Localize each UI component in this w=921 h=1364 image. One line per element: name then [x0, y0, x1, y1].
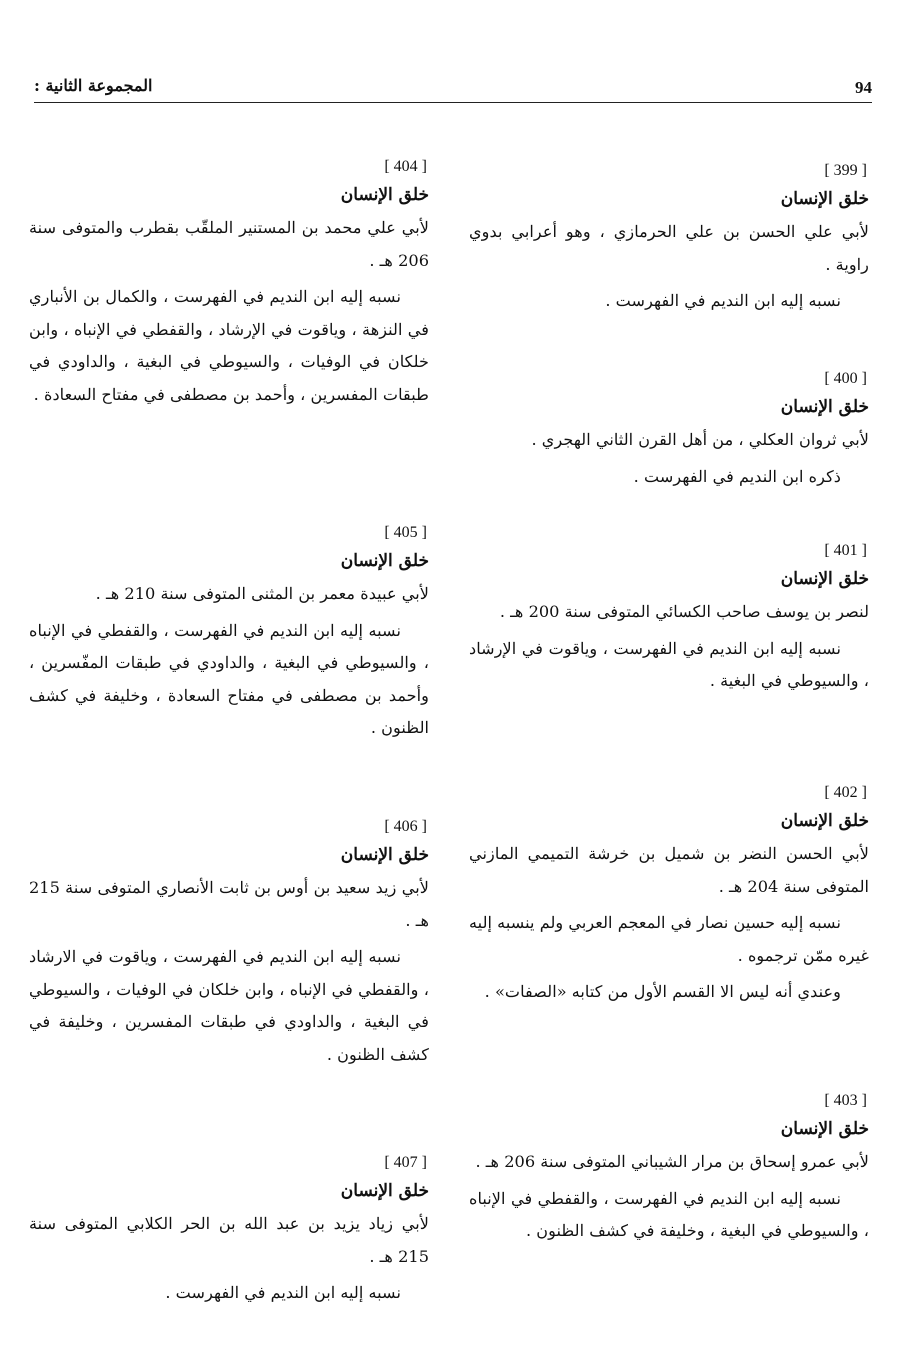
entry-paragraph: لأبي علي محمد بن المستنير الملقّب بقطرب والمتوفى سنة 206 هـ .: [29, 218, 429, 270]
entry-title: خلق الإنسان: [780, 397, 869, 417]
entry-number: [ 404 ]: [384, 158, 427, 175]
entry-number: [ 403 ]: [824, 1092, 867, 1109]
entry-paragraph: نسبه إليه ابن النديم في الفهرست ، والقفطي في الإنباه ، والسيوطي في البغية ، والداودي في طبقات المفّسرين ، وأحمد بن مصطفى في مفتاح السعادة ، وخليفة في كشف الظنون .: [29, 620, 429, 737]
entry-paragraph: لأبي زياد يزيد بن عبد الله بن الحر الكلابي المتوفى سنة 215 هـ .: [29, 1214, 429, 1266]
entry-401: [469, 540, 869, 698]
entry-number: [ 406 ]: [384, 818, 427, 835]
entry-title: خلق الإنسان: [780, 811, 869, 831]
page-header: [34, 76, 872, 103]
entry-number: [ 405 ]: [384, 524, 427, 541]
entry-paragraph: لأبي زيد سعيد بن أوس بن ثابت الأنصاري المتوفى سنة 215 هـ .: [29, 878, 429, 930]
entry-number: [ 407 ]: [384, 1154, 427, 1171]
entry-399: [469, 160, 869, 318]
page-number: 94: [855, 78, 872, 97]
entry-number: [ 401 ]: [824, 542, 867, 559]
entry-407: [29, 1152, 429, 1310]
entry-paragraph: لنصر بن يوسف صاحب الكسائي المتوفى سنة 200 هـ .: [499, 602, 869, 621]
entry-404: [29, 156, 429, 411]
entry-paragraph: وعندي أنه ليس الا القسم الأول من كتابه «الصفات» .: [484, 982, 841, 1001]
running-head: المجموعة الثانية :: [34, 76, 153, 95]
entry-number: [ 400 ]: [824, 370, 867, 387]
entry-paragraph: نسبه إليه ابن النديم في الفهرست .: [605, 291, 841, 310]
entry-403: [469, 1090, 869, 1248]
entry-title: خلق الإنسان: [780, 189, 869, 209]
entry-paragraph: نسبه إليه ابن النديم في الفهرست ، وياقوت في الإرشاد ، والسيوطي في البغية .: [469, 638, 869, 690]
entry-406: [29, 816, 429, 1071]
entry-number: [ 399 ]: [824, 162, 867, 179]
entry-paragraph: نسبه إليه ابن النديم في الفهرست ، والكمال بن الأنباري في النزهة ، وياقوت في الإرشاد ، والقفطي في الإنباه ، وابن خلكان في الوفيات ، والسيوطي في البغية ، والداودي في طبقات المفسرين ، وأحمد بن مصطفى في مفتاح السعادة .: [29, 287, 429, 404]
entry-number: [ 402 ]: [824, 784, 867, 801]
entry-title: خلق الإنسان: [780, 1119, 869, 1139]
entry-405: [29, 522, 429, 745]
entry-title: خلق الإنسان: [340, 185, 429, 205]
entry-title: خلق الإنسان: [780, 569, 869, 589]
entry-title: خلق الإنسان: [340, 845, 429, 865]
entry-paragraph: نسبه إليه ابن النديم في الفهرست ، والقفطي في الإنباه ، والسيوطي في البغية ، وخليفة في كشف الظنون .: [469, 1188, 869, 1240]
entry-paragraph: نسبه إليه حسين نصار في المعجم العربي ولم ينسبه إليه غيره ممّن ترجموه .: [469, 913, 869, 965]
entry-paragraph: لأبي الحسن النضر بن شميل بن خرشة التميمي المازني المتوفى سنة 204 هـ .: [469, 844, 869, 896]
entry-paragraph: لأبي علي الحسن بن علي الحرمازي ، وهو أعرابي بدوي راوية .: [469, 222, 869, 274]
entry-402: [469, 782, 869, 1009]
entry-paragraph: نسبه إليه ابن النديم في الفهرست ، وياقوت في الارشاد ، والقفطي في الإنباه ، وابن خلكان في الوفيات ، والسيوطي في البغية ، والداودي في طبقات المفسرين ، وخليفة في كشف الظنون .: [29, 947, 429, 1064]
entry-400: [469, 368, 869, 493]
entry-title: خلق الإنسان: [340, 551, 429, 571]
entry-title: خلق الإنسان: [340, 1181, 429, 1201]
entry-paragraph: لأبي ثروان العكلي ، من أهل القرن الثاني الهجري .: [531, 430, 869, 449]
entry-paragraph: ذكره ابن النديم في الفهرست .: [633, 466, 841, 486]
entry-paragraph: لأبي عمرو إسحاق بن مرار الشيباني المتوفى سنة 206 هـ .: [475, 1152, 869, 1171]
entry-paragraph: نسبه إليه ابن النديم في الفهرست .: [165, 1283, 401, 1302]
entry-paragraph: لأبي عبيدة معمر بن المثنى المتوفى سنة 210 هـ .: [95, 584, 429, 603]
